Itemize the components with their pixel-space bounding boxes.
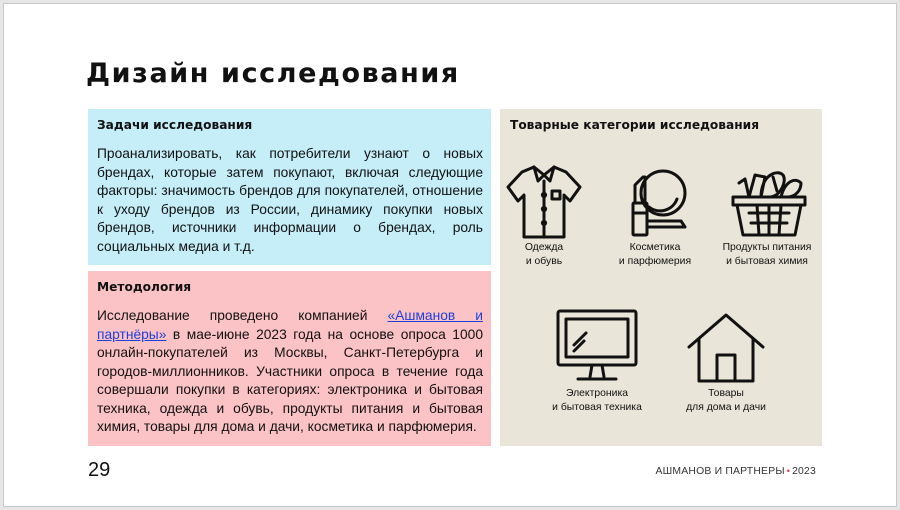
cosmetics-icon [613,161,697,241]
category-grocery [707,161,827,269]
slide [3,3,897,507]
footer-year: 2023 [792,466,816,477]
category-label: Одежда и обувь [524,242,564,267]
categories-panel [500,109,822,446]
category-electronics [537,305,657,415]
category-label: Электроника и бытовая техника [552,388,642,413]
methodology-heading: Методология [97,280,192,294]
slide-title: Дизайн исследования [86,58,460,89]
tasks-panel [88,109,491,265]
tasks-text: Проанализировать, как потребители узнают о новых брендах, которые затем покупают, включая следующие факторы: значимость брендов для покупателей, отношение к уходу брендов из России, динамику покупки новых брендов, источники информации о брендах, роль социальных медиа и т.д. [97,146,483,254]
methodology-text [97,307,483,437]
page-number: 29 [88,459,111,481]
grocery-basket-icon [725,161,809,241]
category-label: Косметика и парфюмерия [618,242,692,267]
category-clothing [484,161,604,269]
brand-name: АШМАНОВ И ПАРТНЕРЫ [655,466,785,477]
category-label: Продукты питания и бытовая химия [722,242,812,267]
category-cosmetics [595,161,715,269]
shirt-icon [502,161,586,241]
methodology-text-end: в мае-июне 2023 года на основе опроса 1000 онлайн-покупателей из Москвы, Санкт-Петербурга и городов-миллионников. Участники опроса в течение года совершали покупки в категориях: электроника и бытовая техника, одежда и обувь, продукты питания и бытовая химия, товары для дома и дачи, косметика и парфюмерия. [97,326,483,434]
company-link[interactable]: «Ашманов и партнёры» [97,308,483,342]
brand-dot: • [786,466,791,476]
footer-brand [656,466,816,477]
monitor-icon [554,305,640,387]
methodology-text-start: Исследование проведено компанией [97,308,388,323]
methodology-panel [88,271,491,446]
house-icon [683,305,769,387]
category-home [666,305,786,415]
categories-heading: Товарные категории исследования [510,118,760,132]
tasks-heading: Задачи исследования [97,118,253,132]
category-label: Товары для дома и дачи [686,388,766,413]
